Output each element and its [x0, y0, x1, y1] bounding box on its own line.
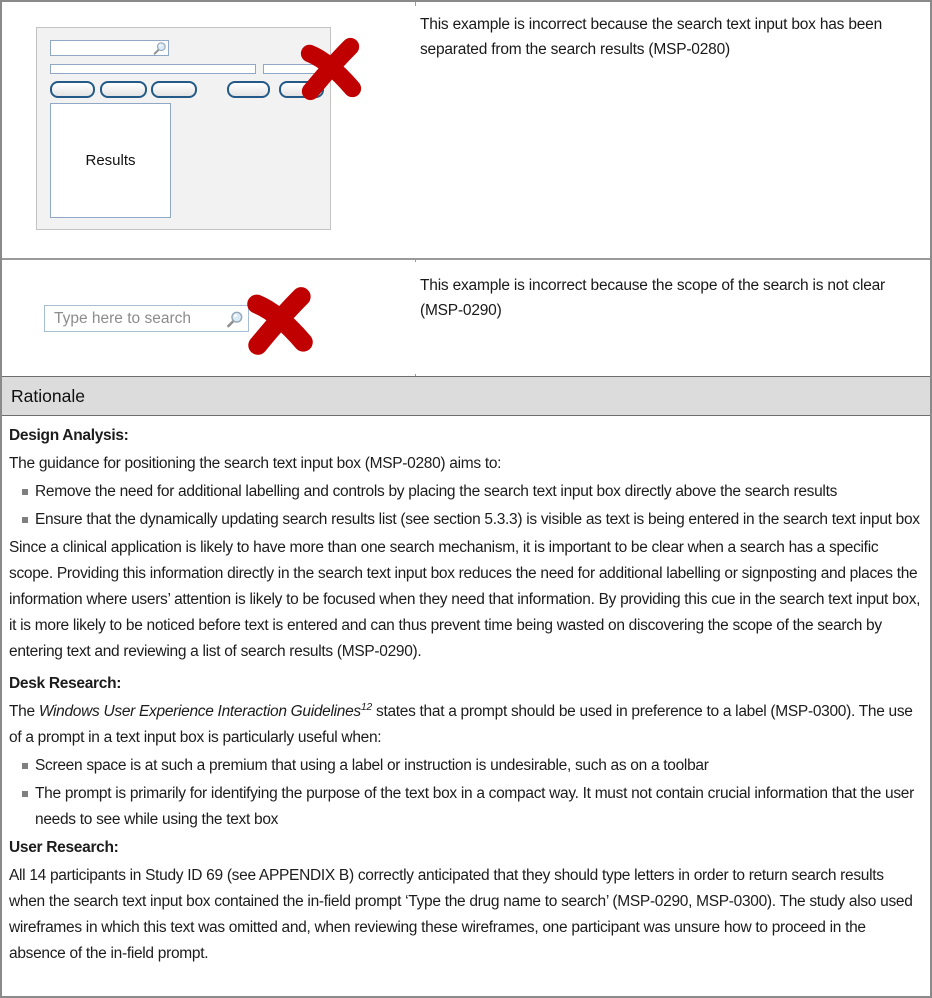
desk-research-heading: Desk Research: — [9, 675, 122, 692]
guidelines-title-italic: Windows User Experience Interaction Guidelines — [38, 703, 361, 720]
rationale-body — [2, 416, 930, 996]
wireframe-button-1 — [50, 81, 95, 98]
rationale-title: Rationale — [11, 385, 85, 406]
wireframe-search-input — [50, 40, 169, 56]
wireframe-results-box — [50, 103, 171, 218]
square-bullet-icon — [22, 763, 28, 769]
results-label: Results — [85, 152, 136, 169]
search-icon — [225, 310, 244, 329]
search-icon — [152, 41, 167, 56]
column-divider-tick — [415, 2, 416, 6]
example-1-caption: This example is incorrect because the search text input box has been separated from the search results (MSP-0280) — [420, 16, 882, 58]
bullet-text: Remove the need for additional labelling and controls by placing the search text input box directly above the search results — [35, 483, 838, 500]
list-item — [9, 781, 922, 833]
intro-prefix: The — [9, 703, 39, 720]
user-research-heading: User Research: — [9, 839, 119, 856]
wireframe-button-2 — [100, 81, 147, 98]
wireframe-toolbar-field-wide — [50, 64, 256, 74]
square-bullet-icon — [22, 517, 28, 523]
bullet-text: Screen space is at such a premium that using a label or instruction is undesirable, such as on a toolbar — [35, 757, 709, 774]
list-item — [9, 507, 922, 533]
design-analysis-heading: Design Analysis: — [9, 427, 129, 444]
bullet-text: Ensure that the dynamically updating search results list (see section 5.3.3) is visible as text is being entered in the search text input box — [35, 511, 920, 528]
search-prompt-text: Type here to search — [54, 309, 191, 327]
wireframe-button-4 — [227, 81, 270, 98]
wireframe-button-3 — [151, 81, 197, 98]
design-analysis-paragraph: Since a clinical application is likely to have more than one search mechanism, it is important to be clear when a search has a specific scope. Providing this information directly in the search text input box reduces the need for additional labelling or signposting and places the information where users’ attention is likely to be focused when they need that information. By providing this cue in the search text input box, it is more likely to be noticed before text is entered and can thus prevent time being wasted on discovering the scope of the search by entering text and reviewing a list of search results (MSP-0290). — [9, 539, 921, 660]
user-research-paragraph: All 14 participants in Study ID 69 (see APPENDIX B) correctly anticipated that they should type letters in order to return search results when the search text input box contained the in-field prompt ‘Type the drug name to search’ (MSP-0290, MSP-0300). The study also used wireframes in which this text was omitted and, when reviewing these wireframes, one participant was unsure how to proceed in the absence of the in-field prompt. — [9, 867, 913, 962]
design-analysis-intro: The guidance for positioning the search text input box (MSP-0280) aims to: — [9, 455, 502, 472]
wireframe-window — [36, 27, 331, 230]
list-item — [9, 753, 922, 779]
bullet-text: The prompt is primarily for identifying the purpose of the text box in a compact way. It must not contain crucial information that the user needs to see while using the text box — [35, 785, 914, 828]
square-bullet-icon — [22, 489, 28, 495]
rationale-header-bar — [2, 376, 930, 416]
example-row-separated-search — [2, 2, 930, 260]
example-2-caption: This example is incorrect because the scope of the search is not clear (MSP-0290) — [420, 277, 886, 319]
search-prompt-input — [44, 305, 249, 332]
intro-rest: states that a prompt should be used in preference to a label (MSP-0300). The use of a prompt in a text input box is particularly useful when: — [9, 703, 913, 746]
x-mark-icon — [296, 35, 366, 103]
x-mark-icon — [243, 284, 317, 358]
example-row-unclear-scope — [2, 260, 930, 376]
list-item — [9, 479, 922, 505]
footnote-reference: 12 — [360, 700, 372, 713]
desk-research-intro — [9, 699, 922, 751]
square-bullet-icon — [22, 791, 28, 797]
column-divider-tick — [415, 258, 416, 262]
